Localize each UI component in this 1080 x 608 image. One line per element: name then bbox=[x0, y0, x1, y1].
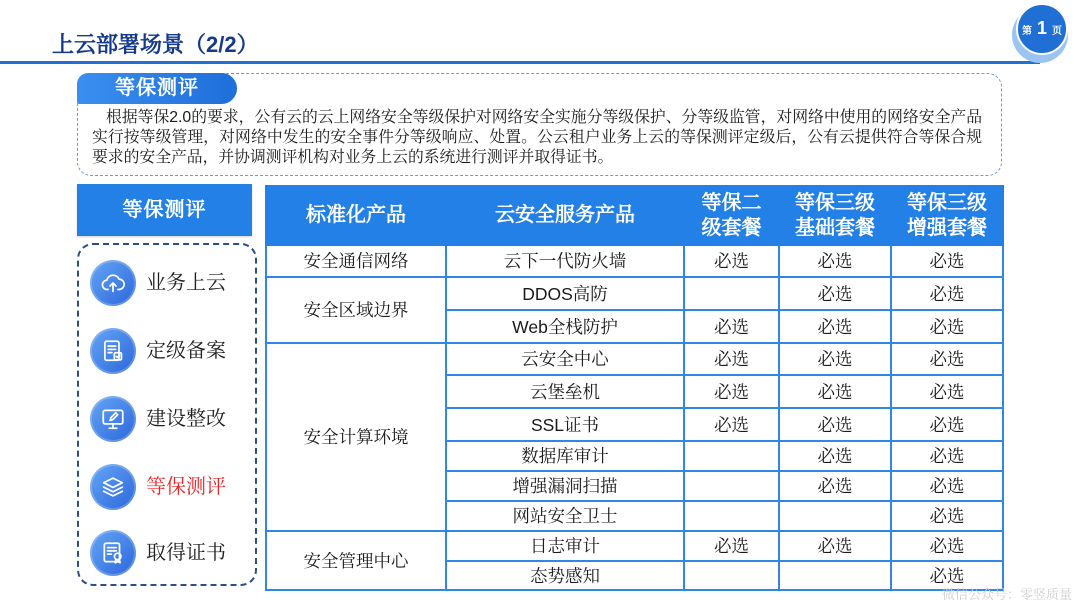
level3-basic-cell bbox=[779, 561, 891, 590]
level3-enhanced-cell: 必选 bbox=[891, 277, 1003, 310]
level3-basic-cell: 必选 bbox=[779, 343, 891, 375]
level2-cell bbox=[684, 441, 779, 471]
category-cell: 安全管理中心 bbox=[266, 531, 446, 590]
product-cell: SSL证书 bbox=[446, 408, 684, 441]
step-label: 业务上云 bbox=[146, 272, 226, 294]
level3-basic-cell: 必选 bbox=[779, 245, 891, 277]
level3-basic-cell: 必选 bbox=[779, 375, 891, 408]
header-level3-basic-line: 等保三级 bbox=[795, 191, 875, 214]
header-level2 bbox=[684, 186, 779, 245]
level2-cell: 必选 bbox=[684, 245, 779, 277]
page-number-badge bbox=[1016, 3, 1068, 55]
level3-enhanced-cell: 必选 bbox=[891, 375, 1003, 408]
step-label: 建设整改 bbox=[146, 408, 226, 430]
security-package-table bbox=[265, 185, 1004, 591]
product-cell: 数据库审计 bbox=[446, 441, 684, 471]
step-label: 定级备案 bbox=[146, 340, 226, 362]
product-cell: 态势感知 bbox=[446, 561, 684, 590]
step-item bbox=[90, 260, 250, 306]
header-level3-basic bbox=[779, 186, 891, 245]
level3-basic-cell: 必选 bbox=[779, 531, 891, 561]
step-label: 等保测评 bbox=[146, 476, 226, 498]
header-level3-basic-line: 基础套餐 bbox=[795, 216, 875, 239]
header-product: 云安全服务产品 bbox=[446, 186, 684, 245]
level3-basic-cell bbox=[779, 501, 891, 531]
intro-line: 根据等保2.0的要求，公有云的云上网络安全等级保护对网络安全实施分等级保护、分等级监管，对网络中使用的网络安全产品 bbox=[106, 109, 982, 126]
level3-enhanced-cell: 必选 bbox=[891, 441, 1003, 471]
layers-icon bbox=[90, 464, 136, 510]
page-title: 上云部署场景（2/2） bbox=[52, 32, 259, 57]
step-item bbox=[90, 328, 250, 374]
step-item bbox=[90, 530, 250, 576]
level2-cell bbox=[684, 501, 779, 531]
level3-enhanced-cell: 必选 bbox=[891, 343, 1003, 375]
product-cell: 云堡垒机 bbox=[446, 375, 684, 408]
level2-cell: 必选 bbox=[684, 310, 779, 343]
level3-basic-cell: 必选 bbox=[779, 441, 891, 471]
category-cell: 安全区域边界 bbox=[266, 277, 446, 343]
level2-cell bbox=[684, 471, 779, 501]
step-item bbox=[90, 464, 250, 510]
level3-enhanced-cell: 必选 bbox=[891, 245, 1003, 277]
intro-line: 要求的安全产品，并协调测评机构对业务上云的系统进行测评并取得证书。 bbox=[92, 149, 614, 166]
steps-header: 等保测评 bbox=[77, 184, 252, 236]
level3-enhanced-cell: 必选 bbox=[891, 531, 1003, 561]
page-number: 1 bbox=[1036, 18, 1047, 38]
intro-tab-label: 等保测评 bbox=[77, 73, 237, 104]
level2-cell: 必选 bbox=[684, 375, 779, 408]
step-label: 取得证书 bbox=[146, 542, 226, 564]
table-row bbox=[266, 277, 1003, 310]
level3-basic-cell: 必选 bbox=[779, 408, 891, 441]
intro-paragraph bbox=[92, 108, 982, 168]
level3-enhanced-cell: 必选 bbox=[891, 408, 1003, 441]
level2-cell: 必选 bbox=[684, 531, 779, 561]
table-header-row bbox=[266, 186, 1003, 245]
table-row bbox=[266, 343, 1003, 375]
product-cell: 云下一代防火墙 bbox=[446, 245, 684, 277]
product-cell: 日志审计 bbox=[446, 531, 684, 561]
header-level3-enhanced-line: 增强套餐 bbox=[907, 216, 987, 239]
category-cell: 安全计算环境 bbox=[266, 343, 446, 531]
level3-basic-cell: 必选 bbox=[779, 310, 891, 343]
header-level2-line: 等保二 bbox=[701, 191, 762, 214]
header-level3-enhanced bbox=[891, 186, 1003, 245]
product-cell: DDOS高防 bbox=[446, 277, 684, 310]
level2-cell bbox=[684, 561, 779, 590]
document-icon bbox=[90, 328, 136, 374]
monitor-edit-icon bbox=[90, 396, 136, 442]
page-badge-suffix: 页 bbox=[1052, 26, 1062, 37]
level2-cell: 必选 bbox=[684, 343, 779, 375]
certificate-icon bbox=[90, 530, 136, 576]
table-row bbox=[266, 245, 1003, 277]
level3-enhanced-cell: 必选 bbox=[891, 471, 1003, 501]
step-item bbox=[90, 396, 250, 442]
category-cell: 安全通信网络 bbox=[266, 245, 446, 277]
level2-cell: 必选 bbox=[684, 408, 779, 441]
page-badge-prefix: 第 bbox=[1021, 26, 1032, 37]
product-cell: 云安全中心 bbox=[446, 343, 684, 375]
level3-enhanced-cell: 必选 bbox=[891, 561, 1003, 590]
title-divider bbox=[0, 61, 1040, 64]
level3-basic-cell: 必选 bbox=[779, 277, 891, 310]
header-level3-enhanced-line: 等保三级 bbox=[907, 191, 987, 214]
watermark: 微信公众号：零竖质量 bbox=[941, 587, 1072, 602]
level3-enhanced-cell: 必选 bbox=[891, 310, 1003, 343]
level3-basic-cell: 必选 bbox=[779, 471, 891, 501]
header-level2-line: 级套餐 bbox=[701, 216, 762, 239]
product-cell: 网站安全卫士 bbox=[446, 501, 684, 531]
product-cell: 增强漏洞扫描 bbox=[446, 471, 684, 501]
table-row bbox=[266, 531, 1003, 561]
cloud-upload-icon bbox=[90, 260, 136, 306]
product-cell: Web全栈防护 bbox=[446, 310, 684, 343]
level2-cell bbox=[684, 277, 779, 310]
header-category: 标准化产品 bbox=[266, 186, 446, 245]
level3-enhanced-cell: 必选 bbox=[891, 501, 1003, 531]
intro-line: 实行按等级管理，对网络中发生的安全事件分等级响应、处置。公云租户业务上云的等保测评定级后，公有云提供符合等保合规 bbox=[92, 129, 982, 146]
